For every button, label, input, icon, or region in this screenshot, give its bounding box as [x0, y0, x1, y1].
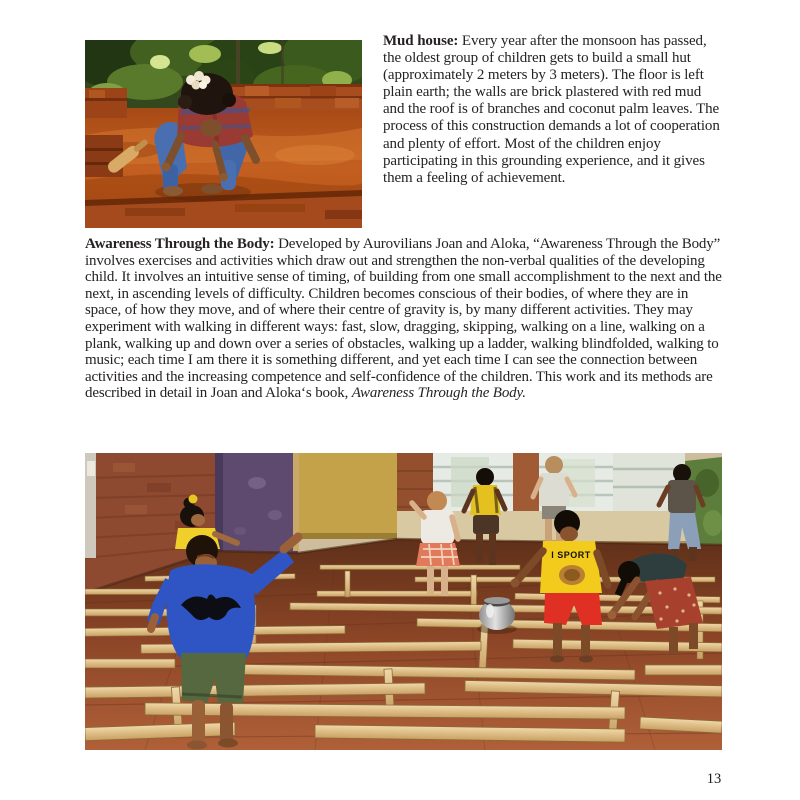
plank-maze-photo: [85, 453, 722, 750]
mud-house-label: Mud house:: [383, 33, 459, 49]
awareness-book-title: Awareness Through the Body.: [351, 385, 526, 402]
maze-photo-art: [85, 453, 722, 750]
page-number: 13: [706, 771, 722, 787]
mud-house-paragraph: [383, 33, 724, 187]
mustard-wall: [299, 453, 397, 539]
mud-house-text: Every year after the monsoon has passed, the oldest group of children gets to build a small hut (approximately 2 meters by 3 meters). The floor is left plain earth; the walls are brick plastered with red mud and the roof is of branches and coconut palm leaves. The process of this construction demands a lot of cooperation and plenty of effort. Most of the children enjoy participating in this grounding experience, and it gives them a feeling of achievement.: [383, 33, 720, 186]
shirt-text: I SPORT: [551, 550, 591, 560]
mud-house-photo: [85, 40, 362, 228]
mud-photo-art: [85, 40, 362, 228]
awareness-label: Awareness Through the Body:: [85, 236, 275, 252]
awareness-text: Developed by Aurovilians Joan and Aloka, “Awareness Through the Body” involves exercises and activities which draw out and strengthen the non-verbal qualities of the developing child. It involves an intuitive sense of timing, of building from one small accomplishment to the next and the next, in ascending levels of difficulty. Children becomes conscious of their bodies, of where they are in space, of how they move, and of where their centre of gravity is, by many different activities. They may experiment with walking in different ways: fast, slow, dragging, skipping, walking on a line, walking on a plank, walking up and down over a series of obstacles, walking up a ladder, walking blindfolded, walking to music; each time I am there it is something different, and yet each time I can see the connection between activities and the increasing competence and self-confidence of the children. This work and its methods are described in detail in Joan and Aloka‘s book,: [85, 236, 722, 402]
wall-switch: [87, 461, 95, 476]
awareness-paragraph: [85, 236, 726, 402]
